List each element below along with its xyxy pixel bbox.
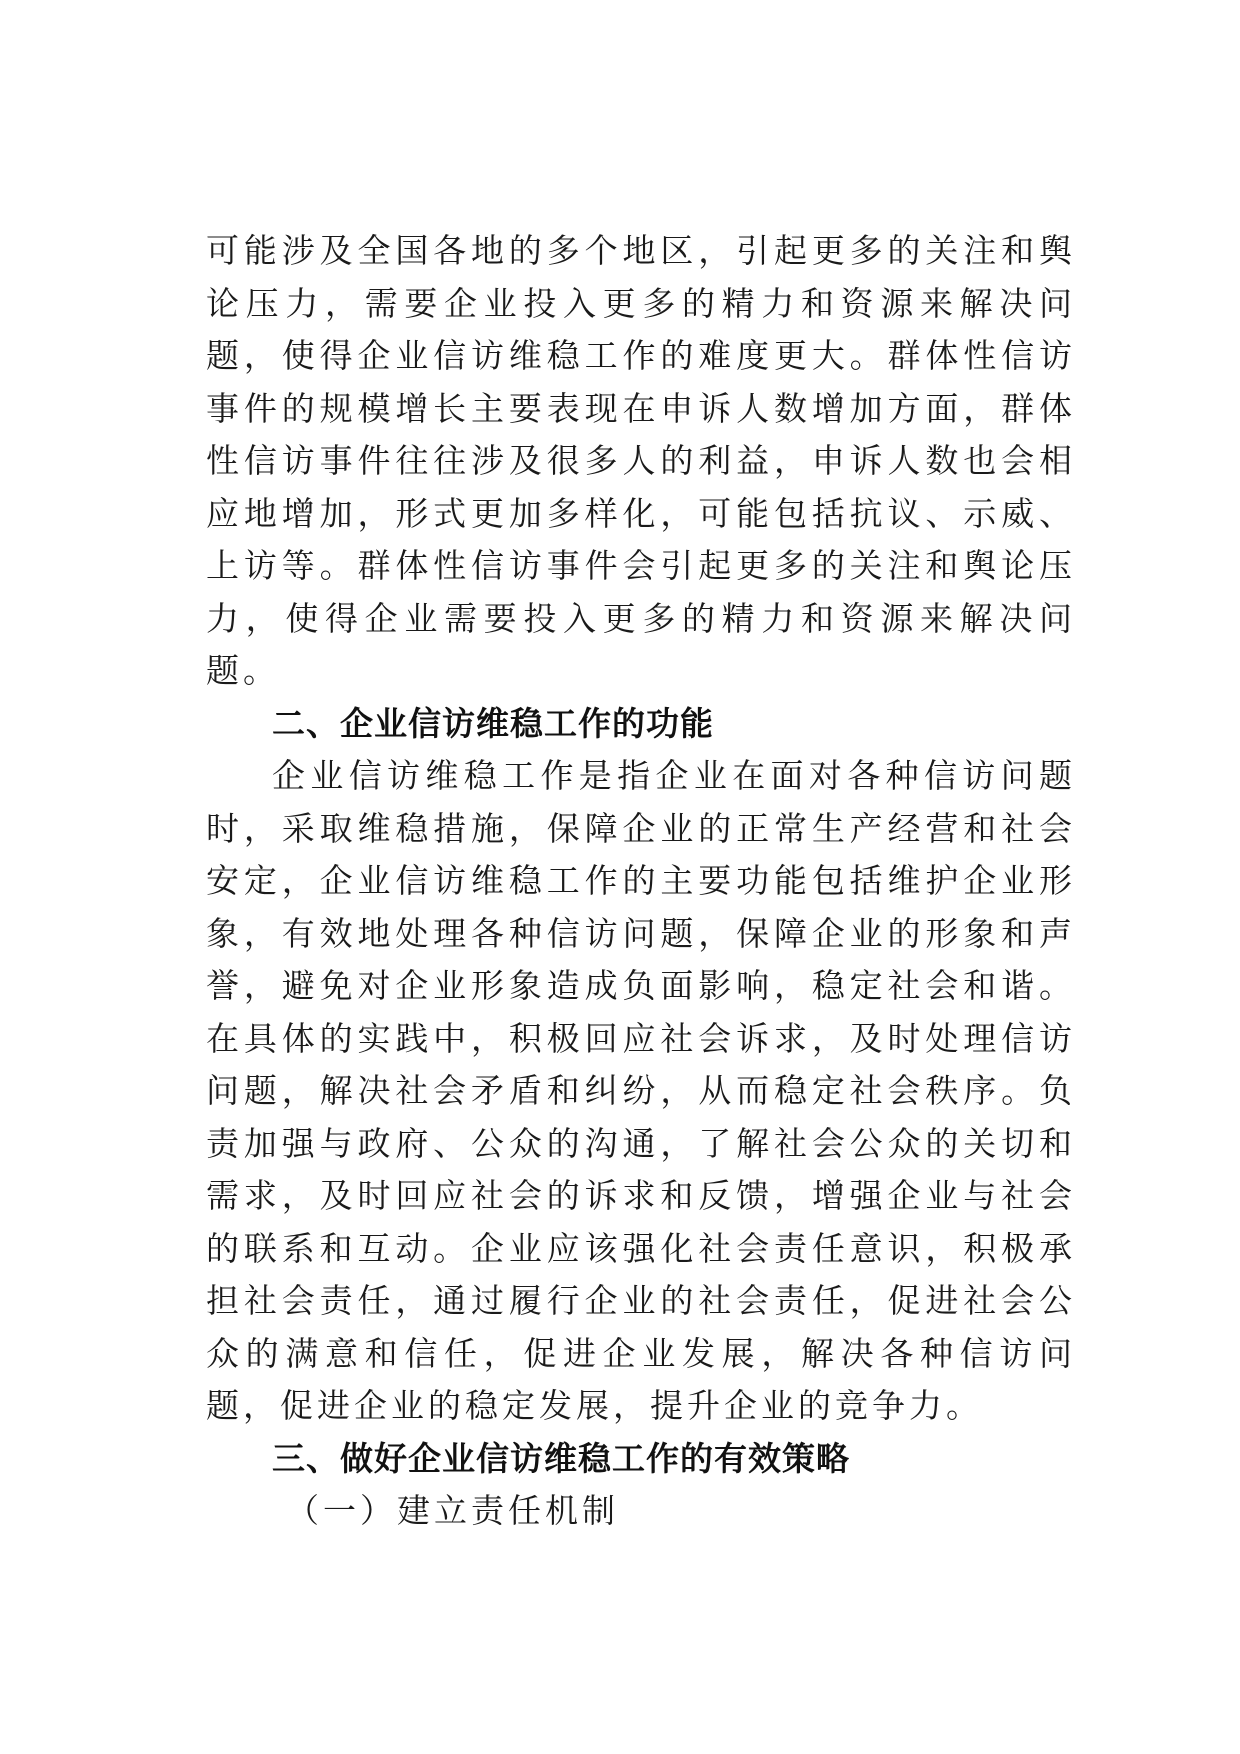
body-paragraph-continued: 可能涉及全国各地的多个地区，引起更多的关注和舆论压力，需要企业投入更多的精力和资源来解决问题，使得企业信访维稳工作的难度更大。群体性信访事件的规模增长主要表现在申诉人数增加方面，群体性信访事件往往涉及很多人的利益，申诉人数也会相应地增加，形式更加多样化，可能包括抗议、示威、上访等。群体性信访事件会引起更多的关注和舆论压力，使得企业需要投入更多的精力和资源来解决问题。 bbox=[206, 231, 1076, 690]
document-body bbox=[206, 225, 1076, 1538]
subsection-heading-responsibility: （一）建立责任机制 bbox=[286, 1491, 619, 1530]
body-paragraph-functions: 企业信访维稳工作是指企业在面对各种信访问题时，采取维稳措施，保障企业的正常生产经营和社会安定，企业信访维稳工作的主要功能包括维护企业形象，有效地处理各种信访问题，保障企业的形象和声誉，避免对企业形象造成负面影响，稳定社会和谐。在具体的实践中，积极回应社会诉求，及时处理信访问题，解决社会矛盾和纠纷，从而稳定社会秩序。负责加强与政府、公众的沟通，了解社会公众的关切和需求，及时回应社会的诉求和反馈，增强企业与社会的联系和互动。企业应该强化社会责任意识，积极承担社会责任，通过履行企业的社会责任，促进社会公众的满意和信任，促进企业发展，解决各种信访问题，促进企业的稳定发展，提升企业的竞争力。 bbox=[206, 756, 1076, 1425]
section-heading-functions: 二、企业信访维稳工作的功能 bbox=[272, 703, 714, 743]
section-heading-strategies: 三、做好企业信访维稳工作的有效策略 bbox=[272, 1438, 850, 1478]
